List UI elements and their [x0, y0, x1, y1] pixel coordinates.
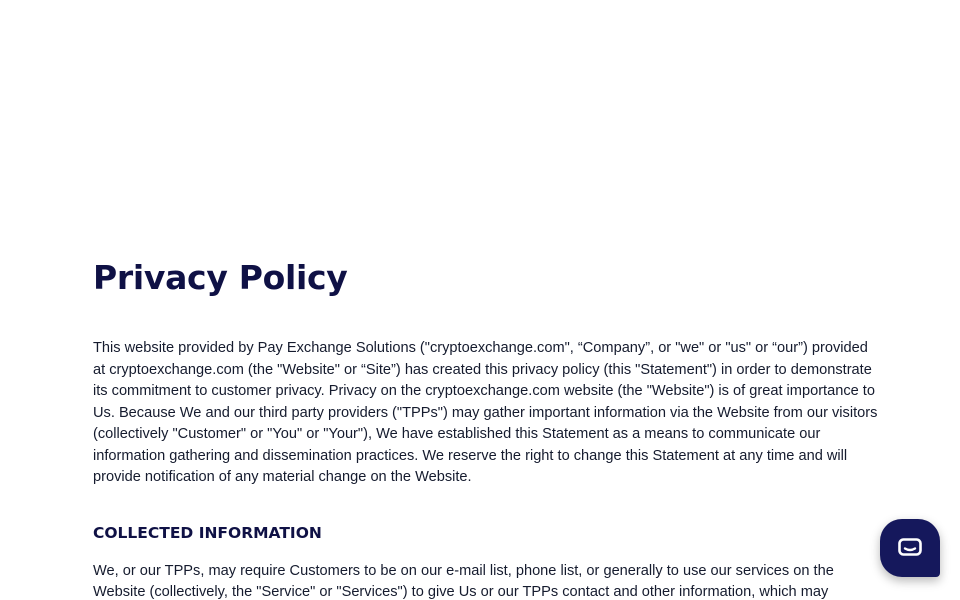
privacy-policy-content [93, 255, 879, 600]
section-heading-collected-information: COLLECTED INFORMATION [93, 523, 322, 542]
collected-information-paragraph: We, or our TPPs, may require Customers to be on our e-mail list, phone list, or generally to use our services on the Website (collectively, the "Service" or "Services") to give Us or our TPPs contact and other information, which may [93, 562, 834, 600]
page-title: Privacy Policy [93, 258, 348, 297]
intro-paragraph: This website provided by Pay Exchange Solutions ("cryptoexchange.com", “Company”, or "we" or "us" or “our”) provided at cryptoexchange.com (the "Website" or “Site”) has created this privacy policy (this "Statement") in order to demonstrate its commitment to customer privacy. Privacy on the cryptoexchange.com website (the "Website") is of great importance to Us. Because We and our third party providers ("TPPs") may gather important information via the Website from our visitors (collectively "Customer" or "You" or "Your"), We have established this Statement as a means to communicate our information gathering and dissemination practices. We reserve the right to change this Statement at any time and will provide notification of any material change on the Website. [93, 340, 878, 485]
chat-launcher-button[interactable] [880, 519, 940, 577]
chat-bubble-icon [898, 538, 922, 558]
